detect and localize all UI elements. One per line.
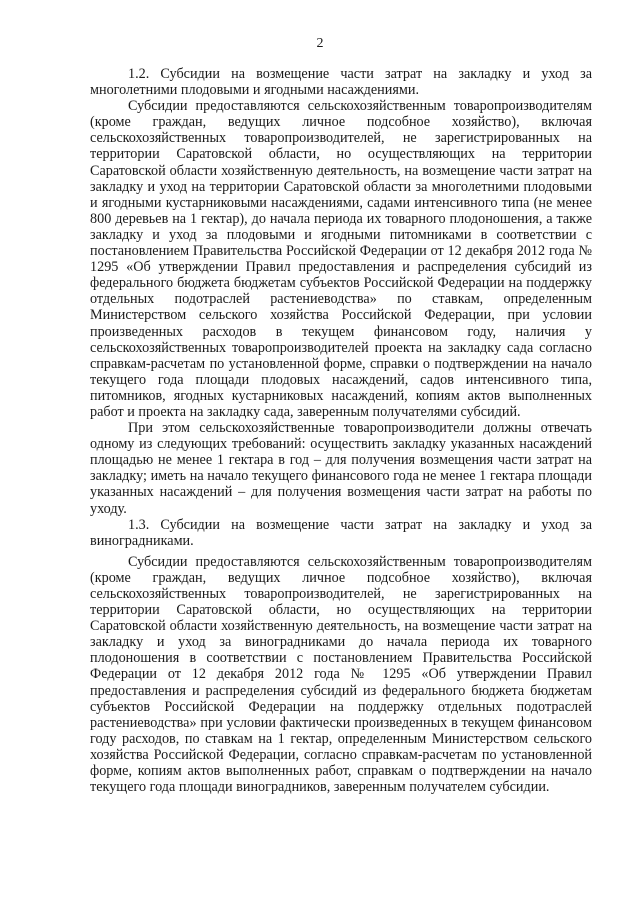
document-body bbox=[90, 66, 592, 795]
page-number: 2 bbox=[316, 36, 324, 51]
paragraph-subsidy-vineyards: Субсидии предоставляются сельскохозяйственным товаропроизводителям (кроме граждан, ведущих личное подсобное хозяйство), включая сельскохозяйственных товаропроизводителей, не зарегистрированных на территории Саратовской области, но осуществляющих на территории Саратовской области хозяйственную деятельность, на возмещение части затрат на закладку и уход за виноградниками до начала периода их товарного плодоношения в соответствии с постановлением Правительства Российской Федерации от 12 декабря 2012 года № 1295 «Об утверждении Правил предоставления и распределения субсидий из федерального бюджета бюджетам субъектов Российской Федерации на поддержку отдельных подотраслей растениеводства» при условии фактически произведенных в текущем финансовом году расходов, по ставкам на 1 гектар, определенным Министерством сельского хозяйства Российской Федерации, согласно справкам-расчетам по установленной форме, копиям актов выполненных работ, справкам о подтверждении на начало текущего года площади виноградников, заверенным получателем субсидии. bbox=[90, 553, 592, 796]
section-heading-1-3: 1.3. Субсидии на возмещение части затрат на закладку и уход за виноградниками. bbox=[90, 516, 592, 549]
section-heading-1-2: 1.2. Субсидии на возмещение части затрат на закладку и уход за многолетними плодовыми и ягодными насаждениями. bbox=[90, 66, 592, 99]
paragraph-requirements: При этом сельскохозяйственные товаропроизводители должны отвечать одному из следующих требований: осуществить закладку указанных насаждений площадью не менее 1 гектара в год – для получения возмещения части затрат на закладку; иметь на начало текущего финансового года не менее 1 гектара площади указанных насаждений – для получения возмещения части затрат на работы по уходу. bbox=[90, 420, 592, 517]
paragraph-subsidy-orchards: Субсидии предоставляются сельскохозяйственным товаропроизводителям (кроме граждан, ведущих личное подсобное хозяйство), включая сельскохозяйственных товаропроизводителей, не зарегистрированных на территории Саратовской области, но осуществляющих на территории Саратовской области хозяйственную деятельность, на возмещение части затрат на закладку и уход на территории Саратовской области за многолетними плодовыми и ягодными кустарниковыми насаждениями, садами интенсивного типа (не менее 800 деревьев на 1 гектар), до начала периода их товарного плодоношения, а также закладку и уход за плодовыми и ягодными питомниками в соответствии с постановлением Правительства Российской Федерации от 12 декабря 2012 года № 1295 «Об утверждении Правил предоставления и распределения субсидий из федерального бюджета бюджетам субъектов Российской Федерации на поддержку отдельных подотраслей растениеводства» по ставкам, определенным Министерством сельского хозяйства Российской Федерации, при условии произведенных расходов в текущем финансовом году, наличия у сельскохозяйственных товаропроизводителей проекта на закладку сада согласно справкам-расчетам по установленной форме, справки о подтверждении на начало текущего года площади плодовых насаждений, садов интенсивного типа, питомников, ягодных кустарниковых насаждений, копиям актов выполненных работ и проекта на закладку сада, заверенным получателями субсидий. bbox=[90, 98, 592, 420]
